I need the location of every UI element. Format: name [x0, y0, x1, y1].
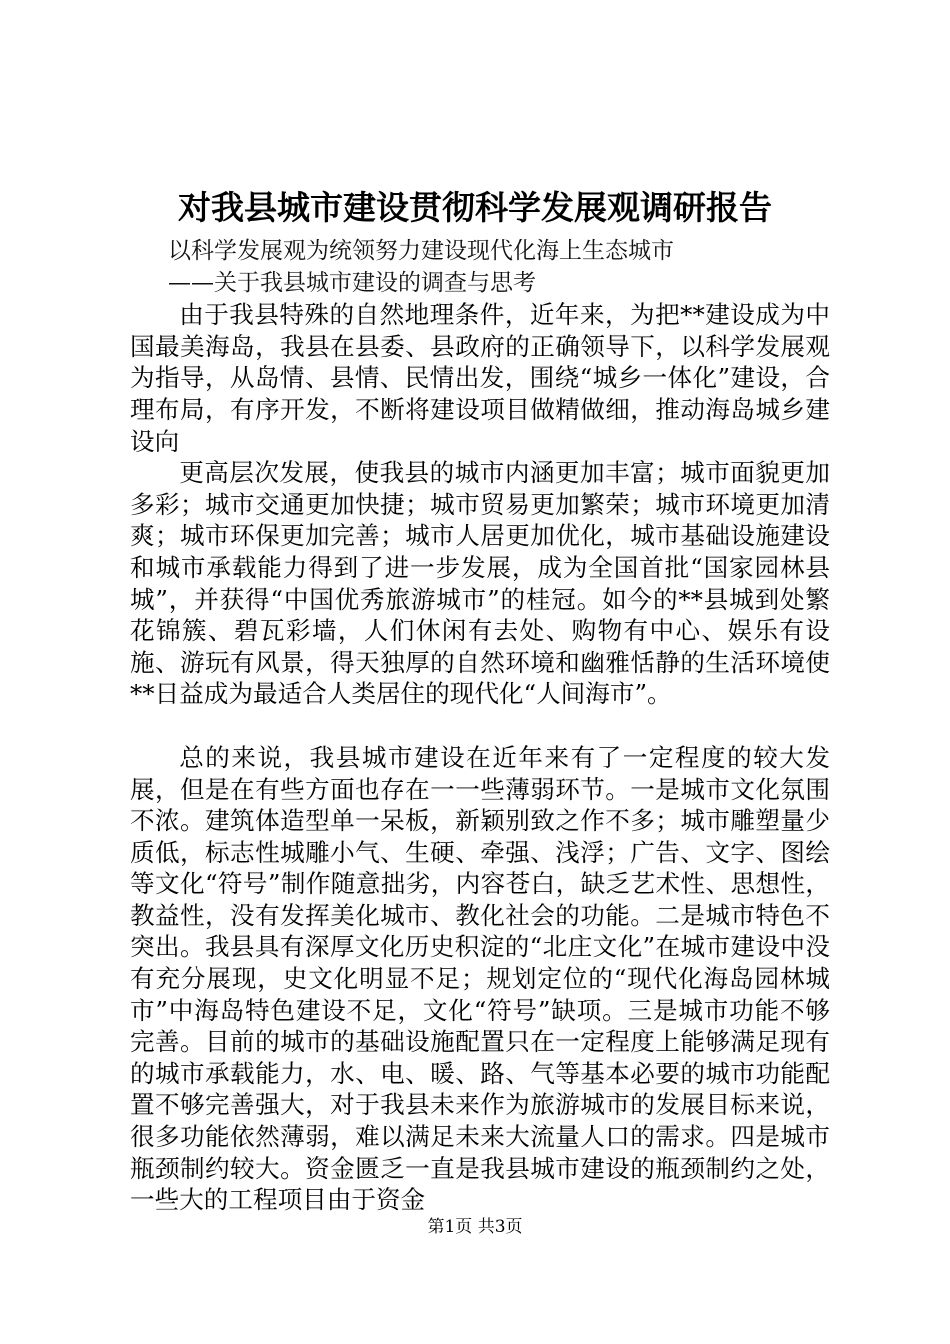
subtitle-line-2: ——关于我县城市建设的调查与思考 — [168, 269, 536, 296]
document-body — [130, 236, 830, 1216]
subtitle-line-1: 以科学发展观为统领努力建设现代化海上生态城市 — [168, 238, 674, 264]
paragraph-gap — [130, 710, 830, 742]
document-title: 对我县城市建设贯彻科学发展观调研报告 — [178, 188, 772, 227]
page-number: 第1页 共3页 — [427, 1217, 523, 1237]
paragraph-1: 由于我县特殊的自然地理条件，近年来，为把**建设成为中国最美海岛，我县在县委、县政府的正确领导下，以科学发展观为指导，从岛情、县情、民情出发，围绕“城乡一体化”建设，合理布局，有序开发，不断将建设项目做精做细，推动海岛城乡建设向 — [130, 300, 830, 456]
paragraph-3: 总的来说，我县城市建设在近年来有了一定程度的较大发展，但是在有些方面也存在一一些薄弱环节。一是城市文化氛围不浓。建筑体造型单一呆板，新颖别致之作不多；城市雕塑量少质低，标志性城雕小气、生硬、牵强、浅浮；广告、文字、图绘等文化“符号”制作随意拙劣，内容苍白，缺乏艺术性、思想性，教益性，没有发挥美化城市、教化社会的功能。二是城市特色不突出。我县具有深厚文化历史积淀的“北庄文化”在城市建设中没有充分展现，史文化明显不足；规划定位的“现代化海岛园林城市”中海岛特色建设不足，文化“符号”缺项。三是城市功能不够完善。目前的城市的基础设施配置只在一定程度上能够满足现有的城市承载能力，水、电、暖、路、气等基本必要的城市功能配置不够完善强大，对于我县未来作为旅游城市的发展目标来说，很多功能依然薄弱，难以满足未来大流量人口的需求。四是城市瓶颈制约较大。资金匮乏一直是我县城市建设的瓶颈制约之处，一些大的工程项目由于资金 — [130, 742, 830, 1215]
paragraph-2: 更高层次发展，使我县的城市内涵更加丰富；城市面貌更加多彩；城市交通更加快捷；城市贸易更加繁荣；城市环境更加清爽；城市环保更加完善；城市人居更加优化，城市基础设施建设和城市承载能力得到了进一步发展，成为全国首批“国家园林县城”，并获得“中国优秀旅游城市”的桂冠。如今的**县城到处繁花锦簇、碧瓦彩墙，人们休闲有去处、购物有中心、娱乐有设施、游玩有风景，得天独厚的自然环境和幽雅恬静的生活环境使**日益成为最适合人类居住的现代化“人间海市”。 — [130, 458, 830, 709]
